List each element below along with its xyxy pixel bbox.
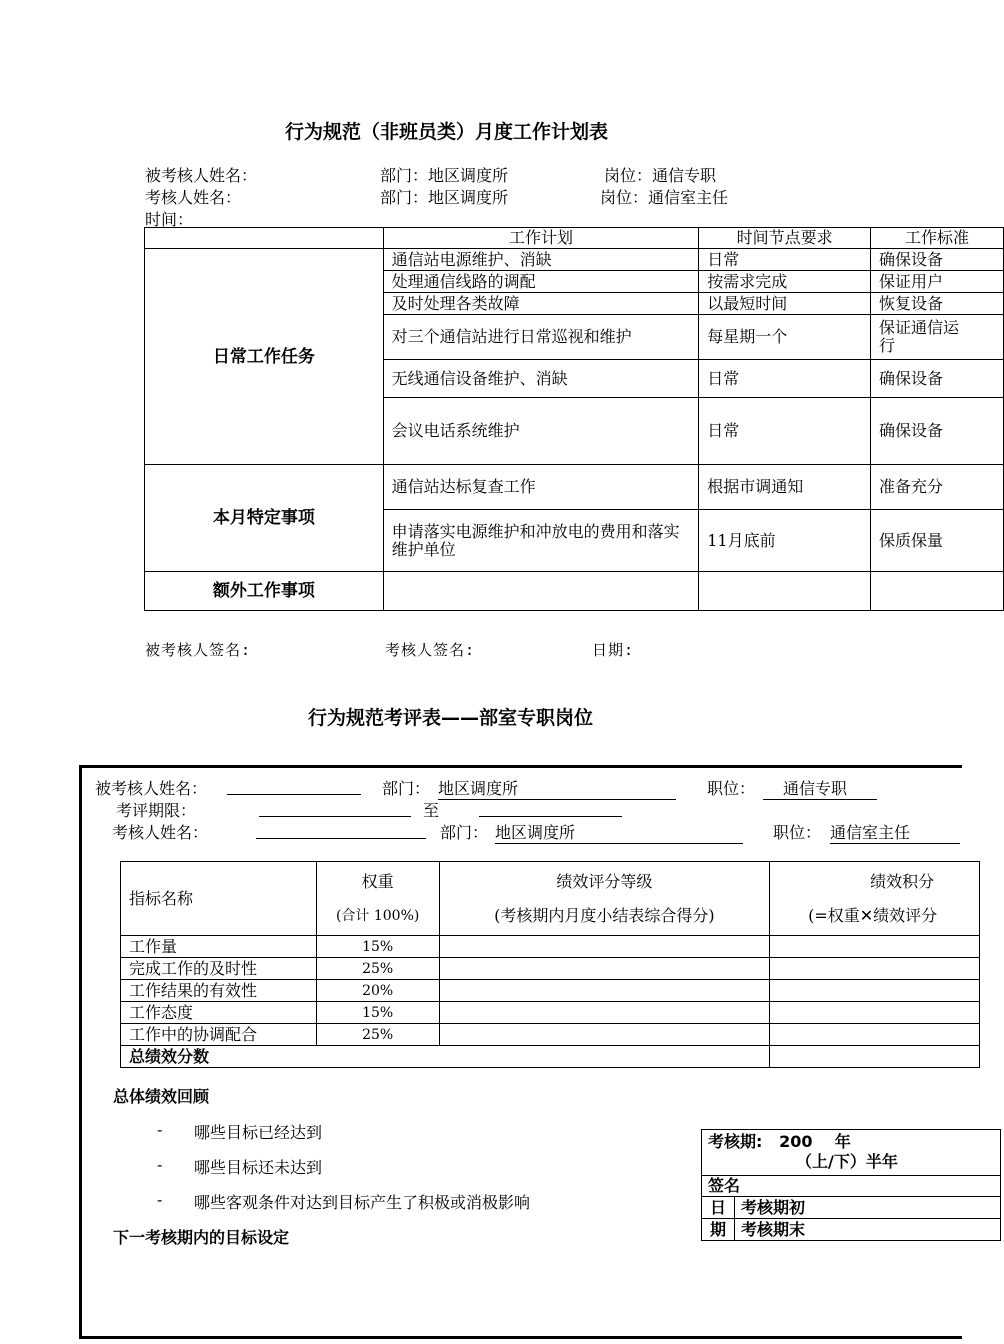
period-start-field[interactable]	[259, 816, 411, 817]
review-title: 行为规范考评表——部室专职岗位	[308, 707, 594, 729]
standard-cell: 准备充分	[871, 465, 1004, 510]
standard-cell: 保质保量	[871, 510, 1004, 572]
period-to-label: 至	[423, 801, 440, 820]
indicator-name: 工作量	[121, 936, 317, 958]
plan-cell: 对三个通信站进行日常巡视和维护	[383, 315, 699, 360]
time-label: 时间：	[145, 210, 194, 229]
table-row	[121, 1002, 980, 1024]
period-box	[701, 1129, 1001, 1241]
header-standard: 工作标准	[871, 228, 1004, 249]
examiner-signature-label: 考核人签名:	[385, 641, 476, 659]
header-indicator: 指标名称	[121, 862, 317, 936]
header-score-sub: (=权重✕绩效评分	[808, 905, 938, 925]
start-row	[702, 1197, 1001, 1219]
deadline-cell	[699, 572, 871, 611]
review-examiner-label: 考核人姓名：	[112, 823, 209, 842]
score-header-row	[121, 862, 980, 936]
total-score-label: 总绩效分数	[121, 1046, 770, 1068]
table-row	[145, 465, 1004, 510]
score-cell[interactable]	[770, 936, 980, 958]
standard-cell: 确保设备	[871, 360, 1004, 398]
score-cell[interactable]	[770, 958, 980, 980]
special-items-label: 本月特定事项	[145, 465, 384, 572]
period-year: 考核期: 200 年	[708, 1132, 851, 1151]
score-cell[interactable]	[770, 980, 980, 1002]
review-examiner-job-value: 通信室主任	[830, 820, 960, 844]
grade-cell[interactable]	[439, 936, 770, 958]
table-row	[121, 1024, 980, 1046]
period-end-label: 考核期末	[735, 1219, 1001, 1241]
period-box-clip	[0, 1120, 950, 1250]
plan-table	[144, 227, 1004, 611]
bullet-item: 哪些目标已经达到	[194, 1123, 323, 1142]
review-examiner-dept-value: 地区调度所	[495, 820, 743, 844]
period-start-label: 考核期初	[735, 1197, 1001, 1219]
next-goals-heading: 下一考核期内的目标设定	[113, 1228, 290, 1247]
indicator-name: 工作中的协调配合	[121, 1024, 317, 1046]
review-examinee-label: 被考核人姓名：	[95, 779, 208, 798]
standard-cell: 保证通信运行	[871, 315, 1004, 360]
review-job-value: 通信专职	[763, 776, 877, 800]
indicator-weight: 25%	[316, 1024, 439, 1046]
examiner-dept: 部门：地区调度所	[380, 188, 509, 207]
period-cell	[702, 1130, 1001, 1176]
header-weight-label: 权重	[361, 871, 394, 891]
standard-cell: 确保设备	[871, 249, 1004, 271]
review-dept-value: 地区调度所	[438, 776, 676, 800]
date-char-2: 期	[702, 1219, 735, 1241]
header-weight	[316, 862, 439, 936]
period-end-field[interactable]	[479, 816, 622, 817]
examinee-name-label: 被考核人姓名：	[145, 166, 258, 185]
deadline-cell: 日常	[699, 398, 871, 465]
examinee-post: 岗位：通信专职	[604, 166, 717, 185]
sign-row	[702, 1176, 1001, 1197]
table-row	[121, 936, 980, 958]
table-row	[121, 958, 980, 980]
plan-cell: 处理通信线路的调配	[383, 271, 699, 293]
plan-cell: 申请落实电源维护和冲放电的费用和落实维护单位	[383, 510, 699, 572]
plan-cell: 通信站达标复查工作	[383, 465, 699, 510]
table-row	[145, 249, 1004, 271]
end-row	[702, 1219, 1001, 1241]
standard-cell: 保证用户	[871, 271, 1004, 293]
extra-items-label: 额外工作事项	[145, 572, 384, 611]
review-examiner-job-label: 职位：	[773, 823, 822, 842]
grade-cell[interactable]	[439, 958, 770, 980]
standard-cell: 恢复设备	[871, 293, 1004, 315]
deadline-cell: 11月底前	[699, 510, 871, 572]
period-half: （上/下）半年	[796, 1152, 898, 1171]
header-deadline: 时间节点要求	[699, 228, 871, 249]
header-grade-sub: (考核期内月度小结表综合得分)	[494, 905, 715, 925]
bullet-mark: -	[157, 1190, 163, 1209]
deadline-cell: 每星期一个	[699, 315, 871, 360]
score-table	[120, 861, 980, 1068]
indicator-name: 工作结果的有效性	[121, 980, 317, 1002]
review-job-label: 职位：	[707, 779, 756, 798]
deadline-cell: 日常	[699, 249, 871, 271]
grade-cell[interactable]	[439, 1024, 770, 1046]
indicator-weight: 20%	[316, 980, 439, 1002]
header-grade	[439, 862, 770, 936]
bullet-item: 哪些客观条件对达到目标产生了积极或消极影响	[194, 1193, 531, 1212]
examinee-name-field[interactable]	[227, 794, 361, 795]
grade-cell[interactable]	[439, 1002, 770, 1024]
deadline-cell: 按需求完成	[699, 271, 871, 293]
examinee-signature-label: 被考核人签名:	[145, 641, 252, 659]
bullet-mark: -	[157, 1155, 163, 1174]
sign-label: 签名	[702, 1176, 1001, 1197]
score-cell[interactable]	[770, 1002, 980, 1024]
score-cell[interactable]	[770, 1024, 980, 1046]
header-plan: 工作计划	[383, 228, 699, 249]
standard-cell: 确保设备	[871, 398, 1004, 465]
review-examiner-dept-label: 部门：	[440, 823, 489, 842]
table-row	[121, 1046, 980, 1068]
grade-cell[interactable]	[439, 980, 770, 1002]
daily-tasks-label: 日常工作任务	[145, 249, 384, 465]
plan-cell: 会议电话系统维护	[383, 398, 699, 465]
header-weight-sub: (合计 100%)	[335, 907, 420, 924]
plan-cell: 无线通信设备维护、消缺	[383, 360, 699, 398]
deadline-cell: 根据市调通知	[699, 465, 871, 510]
examiner-name-field[interactable]	[256, 838, 426, 839]
period-row	[702, 1130, 1001, 1176]
score-table-clip	[0, 850, 950, 1080]
examiner-name-label: 考核人姓名：	[145, 188, 242, 207]
date-label: 日期:	[592, 641, 635, 659]
examiner-post: 岗位：通信室主任	[600, 188, 729, 207]
review-dept-label: 部门：	[382, 779, 431, 798]
plan-cell: 通信站电源维护、消缺	[383, 249, 699, 271]
header-score-label: 绩效积分	[870, 871, 935, 891]
plan-title: 行为规范（非班员类）月度工作计划表	[285, 121, 609, 143]
plan-cell: 及时处理各类故障	[383, 293, 699, 315]
header-blank	[145, 228, 384, 249]
bullet-mark: -	[157, 1120, 163, 1139]
indicator-name: 工作态度	[121, 1002, 317, 1024]
examinee-dept: 部门：地区调度所	[380, 166, 509, 185]
plan-header-row	[145, 228, 1004, 249]
review-period-label: 考评期限：	[116, 801, 197, 820]
indicator-weight: 25%	[316, 958, 439, 980]
deadline-cell: 日常	[699, 360, 871, 398]
table-row	[145, 572, 1004, 611]
table-row	[121, 980, 980, 1002]
header-grade-label: 绩效评分等级	[556, 871, 653, 891]
deadline-cell: 以最短时间	[699, 293, 871, 315]
bullet-item: 哪些目标还未达到	[194, 1158, 323, 1177]
plan-cell	[383, 572, 699, 611]
total-score-cell[interactable]	[770, 1046, 980, 1068]
date-char-1: 日	[702, 1197, 735, 1219]
indicator-name: 完成工作的及时性	[121, 958, 317, 980]
standard-cell	[871, 572, 1004, 611]
header-score	[770, 862, 980, 936]
indicator-weight: 15%	[316, 936, 439, 958]
overall-review-heading: 总体绩效回顾	[113, 1087, 210, 1106]
indicator-weight: 15%	[316, 1002, 439, 1024]
